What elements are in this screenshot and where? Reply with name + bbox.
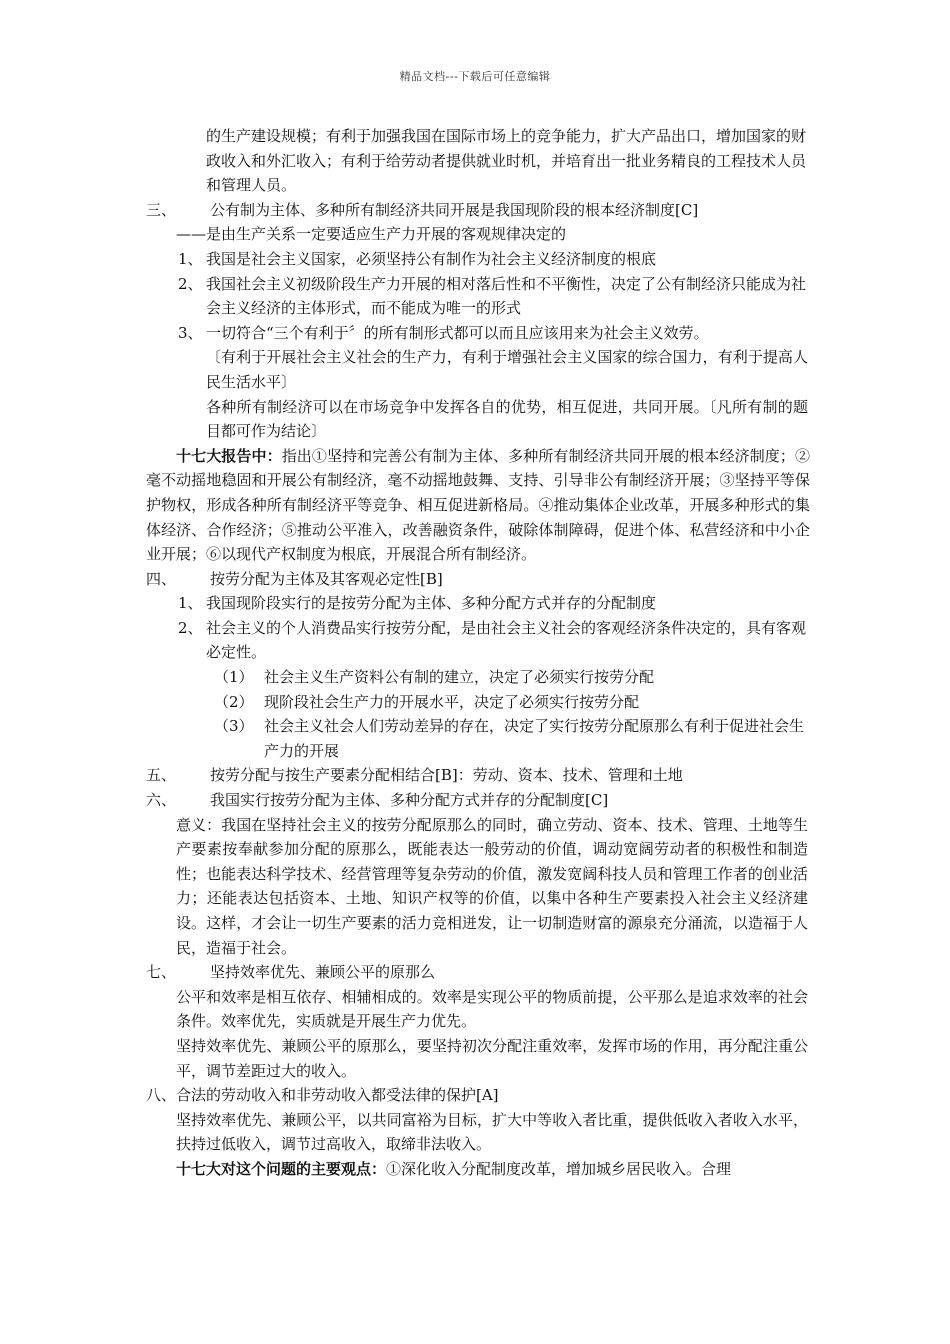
section-title: 按劳分配与按生产要素分配相结合[B]：劳动、资本、技术、管理和土地 (210, 766, 683, 785)
sub-item-number: （1） (214, 668, 254, 687)
section-number: 六、 (146, 791, 177, 810)
item-number: 2、 (178, 274, 203, 293)
document-body (0, 124, 950, 1182)
section-number: 七、 (146, 963, 177, 982)
item-text: 社会主义的个人消费品实行按劳分配，是由社会主义社会的客观经济条件决定的，具有客观必定性。 (206, 618, 807, 662)
section-8-viewpoint (0, 1157, 950, 1182)
section-4-heading (0, 567, 950, 592)
section-8-heading: 八、合法的劳动收入和非劳动收入都受法律的保护[A] (146, 1086, 499, 1105)
report-lead: 十七大报告中： (176, 446, 282, 465)
viewpoint-lead: 十七大对这个问题的主要观点： (176, 1159, 387, 1178)
section-3-heading (0, 198, 950, 223)
item-number: 1、 (178, 594, 203, 613)
item-note: 各种所有制经济可以在市场竞争中发挥各自的优势，相互促进，共同开展。〔凡所有制的题目都可作为结论〕 (206, 397, 808, 441)
sub-item (0, 665, 950, 690)
sub-item (0, 714, 950, 763)
item-note: 〔有利于开展社会主义社会的生产力，有利于增强社会主义国家的综合国力，有利于提高人民生活水平〕 (206, 348, 808, 391)
section-6-heading (0, 788, 950, 813)
section-7-heading (0, 960, 950, 985)
section-7-body: 坚持效率优先、兼顾公平的原那么，要坚持初次分配注重效率，发挥市场的作用，再分配注重公平，调节差距过大的收入。 (176, 1036, 808, 1080)
list-item (0, 616, 950, 665)
item-number: 2、 (178, 618, 203, 637)
sub-item-text: 社会主义社会人们劳动差异的存在，决定了实行按劳分配原那么有利于促进社会生产力的开展 (264, 717, 805, 760)
report-text: 指出①坚持和完善公有制为主体、多种所有制经济共同开展的根本经济制度；②毫不动摇地稳固和开展公有制经济，毫不动摇地鼓舞、支持、引导非公有制经济开展；③坚持平等保护物权，形成各种所有制经济平等竞争、相互促进新格局。④推动集体企业改革，开展多种形式的集体经济、合作经济；⑤推动公平准入，改善融资条件，破除体制障碍，促进个体、私营经济和中小企业开展；⑥以现代产权制度为根底，开展混合所有制经济。 (146, 446, 810, 564)
continuation-paragraph: 的生产建设规模；有利于加强我国在国际市场上的竞争能力，扩大产品出口，增加国家的财政收入和外汇收入；有利于给劳动者提供就业时机，并培育出一批业务精良的工程技术人员和管理人员。 (206, 127, 807, 195)
list-item (0, 591, 950, 616)
item-text: 我国社会主义初级阶段生产力开展的相对落后性和不平衡性，决定了公有制经济只能成为社会主义经济的主体形式，而不能成为唯一的形式 (206, 274, 807, 318)
sub-item-number: （3） (214, 717, 254, 736)
section-8-body: 坚持效率优先、兼顾公平，以共同富裕为目标，扩大中等收入者比重，提供低收入者收入水平，扶持过低收入，调节过高收入，取缔非法收入。 (176, 1110, 808, 1154)
item-text: 我国现阶段实行的是按劳分配为主体、多种分配方式并存的分配制度 (206, 594, 657, 613)
section-title: 坚持效率优先、兼顾公平的原那么 (210, 963, 436, 982)
list-item (0, 321, 950, 346)
item-number: 3、 (178, 323, 203, 342)
section-5-heading (0, 763, 950, 788)
section-3-subtitle: ——是由生产关系一定要适应生产力开展的客观规律决定的 (176, 225, 567, 244)
sub-item-number: （2） (214, 692, 254, 711)
item-text: 我国是社会主义国家，必须坚持公有制作为社会主义经济制度的根底 (206, 249, 657, 268)
report-paragraph (0, 444, 950, 567)
sub-item (0, 690, 950, 715)
section-title: 按劳分配为主体及其客观必定性[B] (210, 569, 443, 588)
list-item (0, 247, 950, 272)
section-number: 四、 (146, 569, 177, 588)
section-7-body: 公平和效率是相互依存、相辅相成的。效率是实现公平的物质前提，公平那么是追求效率的社会条件。效率优先，实质就是开展生产力优先。 (176, 987, 808, 1031)
viewpoint-text: ①深化收入分配制度改革，增加城乡居民收入。合理 (386, 1159, 732, 1178)
page-header: 精品文档---下载后可任意编辑 (399, 70, 551, 83)
item-text: 一切符合“三个有利于〞的所有制形式都可以而且应该用来为社会主义效劳。 (206, 323, 709, 342)
sub-item-text: 现阶段社会生产力的开展水平，决定了必须实行按劳分配 (264, 692, 640, 711)
section-title: 我国实行按劳分配为主体、多种分配方式并存的分配制度[C] (210, 791, 609, 810)
item-number: 1、 (178, 249, 203, 268)
section-6-body: 意义：我国在坚持社会主义的按劳分配原那么的同时，确立劳动、资本、技术、管理、土地等生产要素按奉献参加分配的原那么，既能表达一般劳动的价值，调动宽阔劳动者的积极性和制造性；也能表达科学技术、经营管理等复杂劳动的价值，激发宽阔科技人员和管理工作者的创业活力；还能表达包括资本、土地、知识产权等的价值，以集中各种生产要素投入社会主义经济建设。这样，才会让一切生产要素的活力竞相迸发，让一切制造财富的源泉充分涌流，以造福于人民，造福于社会。 (176, 815, 808, 957)
list-item (0, 272, 950, 321)
sub-item-text: 社会主义生产资料公有制的建立，决定了必须实行按劳分配 (264, 668, 655, 687)
section-number: 五、 (146, 766, 177, 785)
section-title: 公有制为主体、多种所有制经济共同开展是我国现阶段的根本经济制度[C] (210, 200, 699, 219)
section-number: 三、 (146, 200, 177, 219)
